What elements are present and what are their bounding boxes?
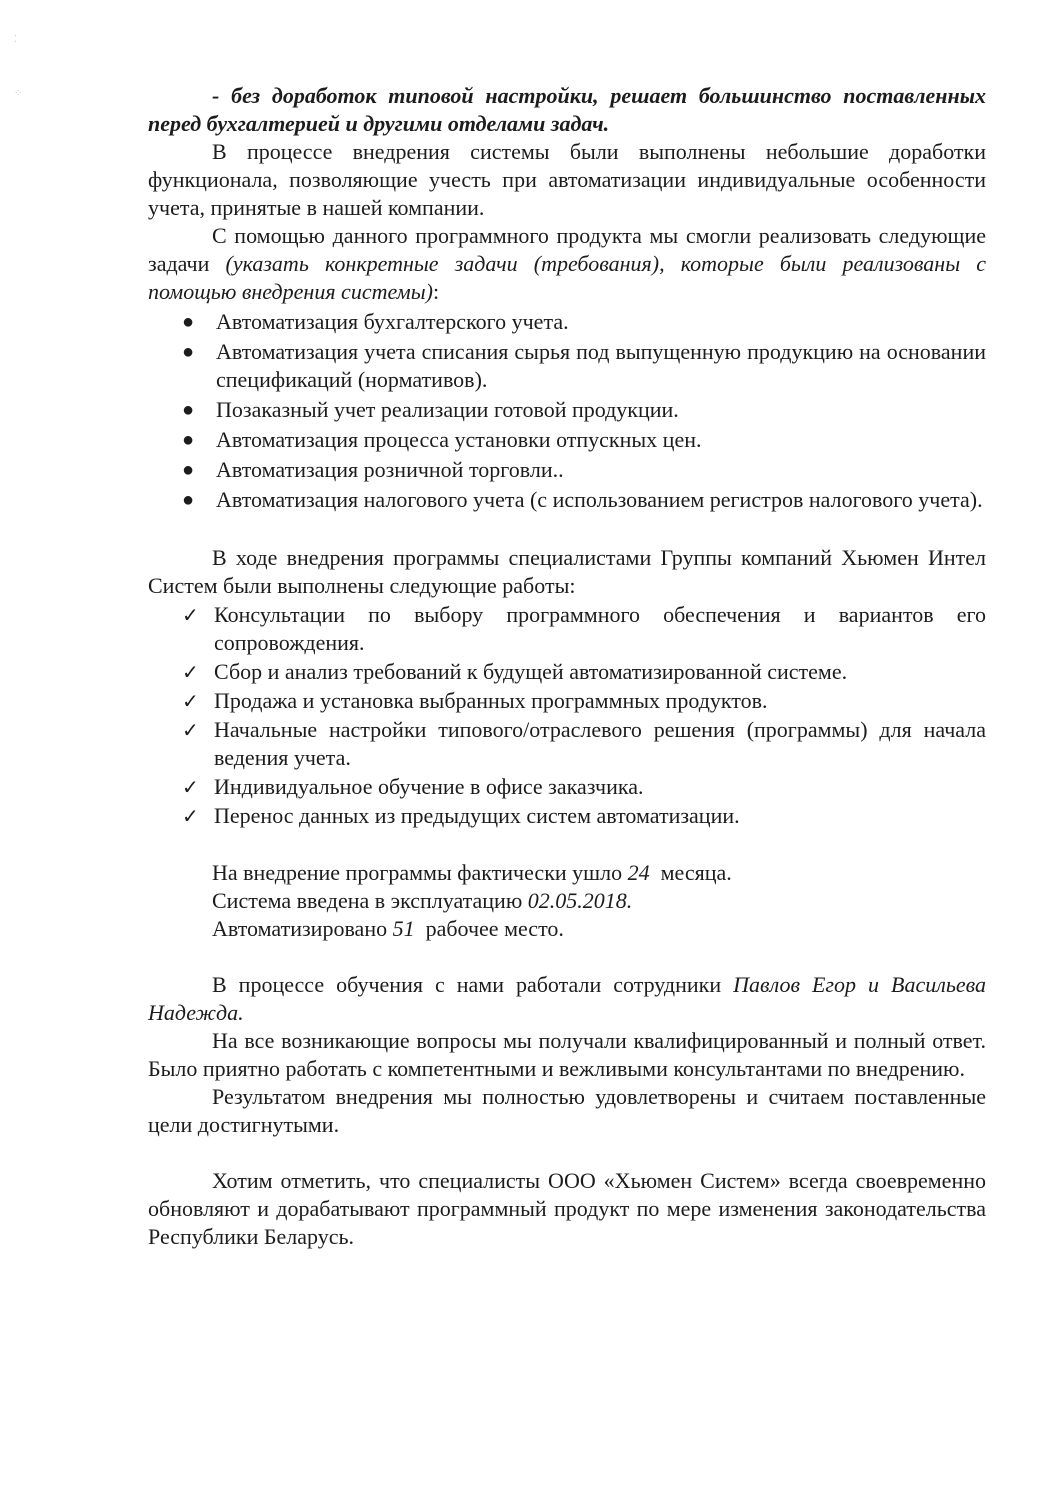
list-item-text: Консультации по выбору программного обеспечения и вариантов его сопровождения. xyxy=(214,602,986,655)
paragraph-dorabotki: В процессе внедрения системы были выполнены небольшие доработки функционала, позволяющие учесть при автоматизации индивидуальные особенности учета, принятые в нашей компании. xyxy=(148,139,986,220)
list-item-text: Позаказный учет реализации готовой продукции. xyxy=(216,397,679,422)
check-icon: ✓ xyxy=(182,689,199,713)
list-item-text: Автоматизация бухгалтерского учета. xyxy=(216,309,569,334)
list-item-text: Сбор и анализ требований к будущей автоматизированной системе. xyxy=(214,659,848,684)
list-item xyxy=(148,716,986,772)
paragraph-tasks-intro xyxy=(148,222,986,306)
spacer xyxy=(148,831,986,859)
paragraph-answers: На все возникающие вопросы мы получали квалифицированный и полный ответ. Было приятно работать с компетентными и вежливыми консультантами по внедрению. xyxy=(148,1028,986,1081)
list-item xyxy=(148,773,986,801)
check-icon: ✓ xyxy=(182,660,199,684)
check-icon: ✓ xyxy=(182,718,199,742)
list-item xyxy=(148,687,986,715)
fact-value: 02.05.2018. xyxy=(527,888,633,913)
list-item xyxy=(148,456,986,484)
fact-value: 51 xyxy=(392,916,415,941)
paragraph-works-intro: В ходе внедрения программы специалистами Группы компаний Хьюмен Интел Систем были выполнены следующие работы: xyxy=(148,545,986,598)
document-page xyxy=(148,82,986,1251)
fact-text: Система введена в эксплуатацию xyxy=(212,888,528,913)
list-item-text: Начальные настройки типового/отраслевого решения (программы) для начала ведения учета. xyxy=(214,717,986,770)
fact-launch-date xyxy=(148,887,986,915)
intro-bold-paragraph: - без доработок типовой настройки, решает большинство поставленных перед бухгалтерией и другими отделами задач. xyxy=(148,83,986,136)
tasks-intro-colon: : xyxy=(432,279,440,304)
spacer xyxy=(148,516,986,544)
scan-artifact-mark: ⁘ xyxy=(14,88,23,99)
fact-text: На внедрение программы фактически ушло xyxy=(212,860,628,885)
check-icon: ✓ xyxy=(182,603,199,627)
fact-text: Автоматизировано xyxy=(212,916,393,941)
list-item xyxy=(148,396,986,424)
fact-value: 24 xyxy=(627,860,650,885)
scan-artifact-mark: ⁚ xyxy=(14,34,18,45)
fact-workplaces xyxy=(148,915,986,943)
tasks-intro-italic: (указать конкретные задачи (требования), которые были реализованы с помощью внедрения системы) xyxy=(148,251,987,304)
list-item xyxy=(148,338,986,394)
list-item-text: Автоматизация учета списания сырья под выпущенную продукцию на основании спецификаций (нормативов). xyxy=(216,339,986,392)
bullet-icon: ● xyxy=(182,489,195,511)
list-item-text: Перенос данных из предыдущих систем автоматизации. xyxy=(214,803,740,828)
fact-text: месяца. xyxy=(649,860,732,885)
training-text: В процессе обучения с нами работали сотрудники xyxy=(212,972,734,997)
bullet-icon: ● xyxy=(182,429,195,451)
list-item xyxy=(148,658,986,686)
list-item xyxy=(148,802,986,830)
bullet-icon: ● xyxy=(182,341,195,363)
list-item-text: Автоматизация налогового учета (с использованием регистров налогового учета). xyxy=(216,487,983,512)
bullet-icon: ● xyxy=(182,399,195,421)
spacer xyxy=(148,1139,986,1167)
fact-text: рабочее место. xyxy=(414,916,564,941)
paragraph-training xyxy=(148,971,986,1027)
list-item-text: Автоматизация процесса установки отпускных цен. xyxy=(216,427,702,452)
check-icon: ✓ xyxy=(182,804,199,828)
list-item xyxy=(148,601,986,657)
trainer-names: Павлов Егор и Васильева Надежда. xyxy=(148,972,987,1025)
check-icon: ✓ xyxy=(182,775,199,799)
tasks-intro-text: С помощью данного программного продукта мы смогли реализовать следующие задачи xyxy=(148,223,986,276)
list-item xyxy=(148,486,986,514)
bullet-icon: ● xyxy=(182,311,195,333)
list-item-text: Продажа и установка выбранных программных продуктов. xyxy=(214,688,768,713)
tasks-list xyxy=(148,308,986,514)
list-item xyxy=(148,426,986,454)
spacer xyxy=(148,943,986,971)
paragraph-result: Результатом внедрения мы полностью удовлетворены и считаем поставленные цели достигнутыми. xyxy=(148,1084,986,1137)
list-item-text: Автоматизация розничной торговли.. xyxy=(216,457,564,482)
works-list xyxy=(148,601,986,830)
bullet-icon: ● xyxy=(182,459,195,481)
fact-duration xyxy=(148,859,986,887)
list-item xyxy=(148,308,986,336)
list-item-text: Индивидуальное обучение в офисе заказчика. xyxy=(214,774,644,799)
paragraph-updates: Хотим отметить, что специалисты ООО «Хьюмен Систем» всегда своевременно обновляют и дорабатывают программный продукт по мере изменения законодательства Республики Беларусь. xyxy=(148,1168,986,1249)
implementation-facts xyxy=(148,859,986,943)
